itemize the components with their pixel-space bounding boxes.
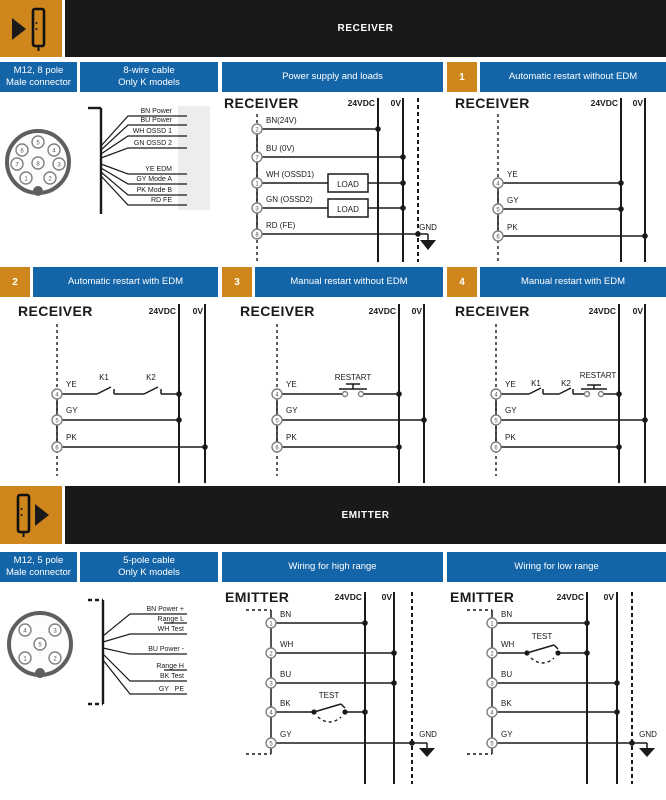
diagram-4-manual-restart-with-edm [447,294,666,483]
pin [52,442,62,452]
wire-label: GN (OSSD2) [266,195,313,204]
rail-label-24vdc: 24VDC [334,592,362,602]
svg-text:1: 1 [269,621,273,628]
connector-pin-6 [16,144,28,156]
gnd-label: GND [419,223,437,232]
svg-text:2: 2 [48,176,52,183]
svg-text:1: 1 [23,656,27,663]
connector-pin-4 [19,624,31,636]
svg-text:6: 6 [494,445,498,452]
diagram-title: RECEIVER [224,95,299,111]
svg-text:4: 4 [23,628,27,635]
wire-label: BK Test [160,673,184,680]
svg-text:5: 5 [494,418,498,425]
svg-text:1: 1 [490,621,494,628]
wire-label: WH (OSSD1) [266,170,314,179]
header-number-3 [222,267,252,297]
header-line: M12, 8 pole [13,64,64,76]
diagram-2-auto-restart-with-edm [0,294,218,483]
svg-text:5: 5 [269,741,273,748]
receiver-banner [65,0,666,57]
connector-pin-4 [48,144,60,156]
ground-symbol [420,240,436,250]
pin [52,389,62,399]
header-line: Automatic restart without EDM [508,70,638,82]
restart-button-label: RESTART [334,373,372,382]
pin [266,707,276,717]
wire-label: GY Mode A [136,176,172,183]
rail-label-24vdc: 24VDC [347,98,375,108]
test-switch-label: TEST [531,632,553,641]
pin [487,707,497,717]
gnd-label: GND [419,730,437,739]
svg-text:4: 4 [275,392,279,399]
pin [252,152,262,162]
wire-label: WH Test [157,626,184,633]
pin [487,678,497,688]
header-power-supply [222,62,443,92]
contact-k1-label: K1 [99,373,109,382]
wire-label: YE [66,380,77,389]
pin [252,124,262,134]
rail-label-0v: 0V [192,306,203,316]
test-switch-label: TEST [318,691,340,700]
header-number: 2 [12,276,18,288]
rail-label-24vdc: 24VDC [368,306,396,316]
svg-text:5: 5 [36,140,40,147]
diagram-3-manual-restart-without-edm [222,294,443,483]
pin [272,415,282,425]
pin [491,389,501,399]
wire-label: PK Mode B [136,187,172,194]
pin [491,415,501,425]
header-wiring-high-range [222,552,443,582]
svg-text:3: 3 [490,681,494,688]
emitter-banner [65,486,666,544]
wire-label: YE [505,380,516,389]
svg-text:5: 5 [275,418,279,425]
wire-label: WH OSSD 1 [132,128,172,135]
svg-text:3: 3 [53,628,57,635]
pin [266,648,276,658]
rail-label-0v: 0V [390,98,401,108]
contact-k2-label: K2 [561,379,571,388]
header-line: Power supply and loads [282,70,383,82]
svg-text:4: 4 [490,710,494,717]
rail-label-24vdc: 24VDC [148,306,176,316]
svg-text:5: 5 [496,207,500,214]
receiver-lightcurtain-icon [0,0,62,57]
rail-label-0v: 0V [603,592,614,602]
wire-label: GY PE [158,686,184,693]
pin [252,229,262,239]
emitter-lightcurtain-icon [0,486,62,544]
diagram-1-auto-restart-without-edm [447,92,666,265]
header-line: Manual restart without EDM [290,275,408,287]
header-wiring-low-range [447,552,666,582]
wire-label: PK [507,223,518,232]
header-line: 5-pole cable [123,554,175,566]
rail-label-0v: 0V [411,306,422,316]
diagram-title: RECEIVER [455,303,530,319]
header-number: 3 [234,276,240,288]
header-manual-restart-with-edm [480,267,666,297]
pin [266,678,276,688]
connector-pin-7 [11,158,23,170]
svg-text:3: 3 [255,206,259,213]
wire-label: PK [286,433,297,442]
header-5pole-cable [80,552,218,582]
header-number-1 [447,62,477,92]
diagram-title: EMITTER [225,589,290,605]
svg-text:4: 4 [269,710,273,717]
wire-label: BU [280,670,292,679]
svg-text:5: 5 [38,642,42,649]
svg-text:4: 4 [55,392,59,399]
emitter-high-range-diagram [222,584,443,800]
wire-label: GN OSSD 2 [133,140,172,147]
5pole-cable-diagram [80,584,218,800]
rail-label-0v: 0V [381,592,392,602]
header-number-2 [0,267,30,297]
wire-label: PK [66,433,77,442]
emitter-icon [8,492,54,538]
svg-text:1: 1 [255,181,259,188]
pin [487,618,497,628]
svg-text:4: 4 [494,392,498,399]
header-m12-5pole [0,552,77,582]
ground-symbol [419,748,435,757]
svg-text:8: 8 [36,161,40,168]
connector-pin-5 [34,638,46,650]
pin [272,389,282,399]
m12-8pin-connector-diagram [0,92,77,265]
m12-5pin-connector-diagram [0,584,77,800]
restart-button-label: RESTART [579,371,617,380]
pin [252,178,262,188]
svg-text:3: 3 [269,681,273,688]
receiver-banner-title: RECEIVER [337,23,394,34]
wire-label: BK [280,699,291,708]
header-line: M12, 5 pole [13,554,64,566]
wire-label: BU Power - [148,646,184,653]
pin [272,442,282,452]
header-line: Only K models [118,77,180,88]
header-line: Manual restart with EDM [520,275,625,287]
connector-pin-2 [44,172,56,184]
svg-text:7: 7 [255,155,259,162]
8wire-cable-diagram [80,92,218,265]
gnd-label: GND [639,730,657,739]
header-line: Only K models [118,567,180,578]
emitter-low-range-diagram [447,584,666,800]
wire-label: BU [501,670,513,679]
wire-label: YE EDM [145,166,172,173]
pin [252,203,262,213]
wire-label: RD FE [151,197,172,204]
svg-text:2: 2 [490,651,494,658]
header-manual-restart-without-edm [255,267,443,297]
svg-text:5: 5 [55,418,59,425]
connector-pin-1 [19,652,31,664]
svg-text:6: 6 [20,148,24,155]
wire-label: RD (FE) [266,221,296,230]
pin [487,648,497,658]
svg-text:4: 4 [496,181,500,188]
header-line: Male connector [6,77,71,88]
wire-label: YE [507,170,518,179]
header-auto-restart-with-edm [33,267,218,297]
header-8wire-cable [80,62,218,92]
connector-pin-2 [49,652,61,664]
svg-text:1: 1 [24,176,28,183]
wire-label: WH [280,640,294,649]
header-number: 1 [459,71,465,83]
pin [266,618,276,628]
ground-symbol [639,748,655,757]
load-box-label: LOAD [337,205,359,214]
wire-label: Range H [156,663,184,670]
wire-label: BU Power [140,117,172,124]
wire-label: GY [501,730,513,739]
svg-text:2: 2 [53,656,57,663]
load-box-label: LOAD [337,180,359,189]
rail-label-0v: 0V [632,306,643,316]
connector-pin-5 [32,136,44,148]
pin [493,231,503,241]
connector-pin-8 [32,157,44,169]
wire-label: BN Power [140,108,172,115]
wire-label: BU (0V) [266,144,295,153]
wire-label: YE [286,380,297,389]
wire-label: BK [501,699,512,708]
power-supply-diagram [222,92,443,265]
wire-label: GY [507,196,519,205]
contact-k1-label: K1 [531,379,541,388]
pin [52,415,62,425]
pin [493,178,503,188]
header-auto-restart-without-edm [480,62,666,92]
wire-label: WH [501,640,515,649]
wire-label: BN(24V) [266,116,297,125]
svg-text:6: 6 [275,445,279,452]
svg-text:7: 7 [15,162,19,169]
wire-label: GY [66,406,78,415]
wire-label: GY [505,406,517,415]
rail-label-24vdc: 24VDC [588,306,616,316]
emitter-banner-title: EMITTER [341,509,390,521]
connector-pin-1 [20,172,32,184]
connector-pin-3 [53,158,65,170]
svg-text:3: 3 [57,162,61,169]
wire-label: GY [280,730,292,739]
diagram-title: EMITTER [450,589,515,605]
diagram-title: RECEIVER [240,303,315,319]
wire-label: BN [280,610,292,619]
svg-text:6: 6 [496,234,500,241]
pin [493,204,503,214]
wire-label: BN Power + [146,606,184,613]
rail-label-0v: 0V [632,98,643,108]
header-number-4 [447,267,477,297]
rail-label-24vdc: 24VDC [556,592,584,602]
contact-k2-label: K2 [146,373,156,382]
rail-label-24vdc: 24VDC [590,98,618,108]
svg-text:6: 6 [55,445,59,452]
header-number: 4 [459,276,465,288]
svg-text:5: 5 [490,741,494,748]
wire-label: PK [505,433,516,442]
svg-text:8: 8 [255,232,259,239]
connector-pin-3 [49,624,61,636]
pin [266,738,276,748]
header-m12-8pole [0,62,77,92]
receiver-icon [8,6,54,52]
svg-text:4: 4 [52,148,56,155]
pin [487,738,497,748]
pin [491,442,501,452]
svg-text:2: 2 [255,127,259,134]
diagram-title: RECEIVER [18,303,93,319]
header-line: Wiring for low range [514,560,599,572]
diagram-title: RECEIVER [455,95,530,111]
wire-label: BN [501,610,513,619]
wire-label: Range L [157,616,184,623]
header-line: Wiring for high range [288,560,377,572]
header-line: Male connector [6,567,71,578]
wire-label: GY [286,406,298,415]
header-line: 8-wire cable [123,64,175,76]
header-line: Automatic restart with EDM [67,275,184,287]
svg-text:2: 2 [269,651,273,658]
